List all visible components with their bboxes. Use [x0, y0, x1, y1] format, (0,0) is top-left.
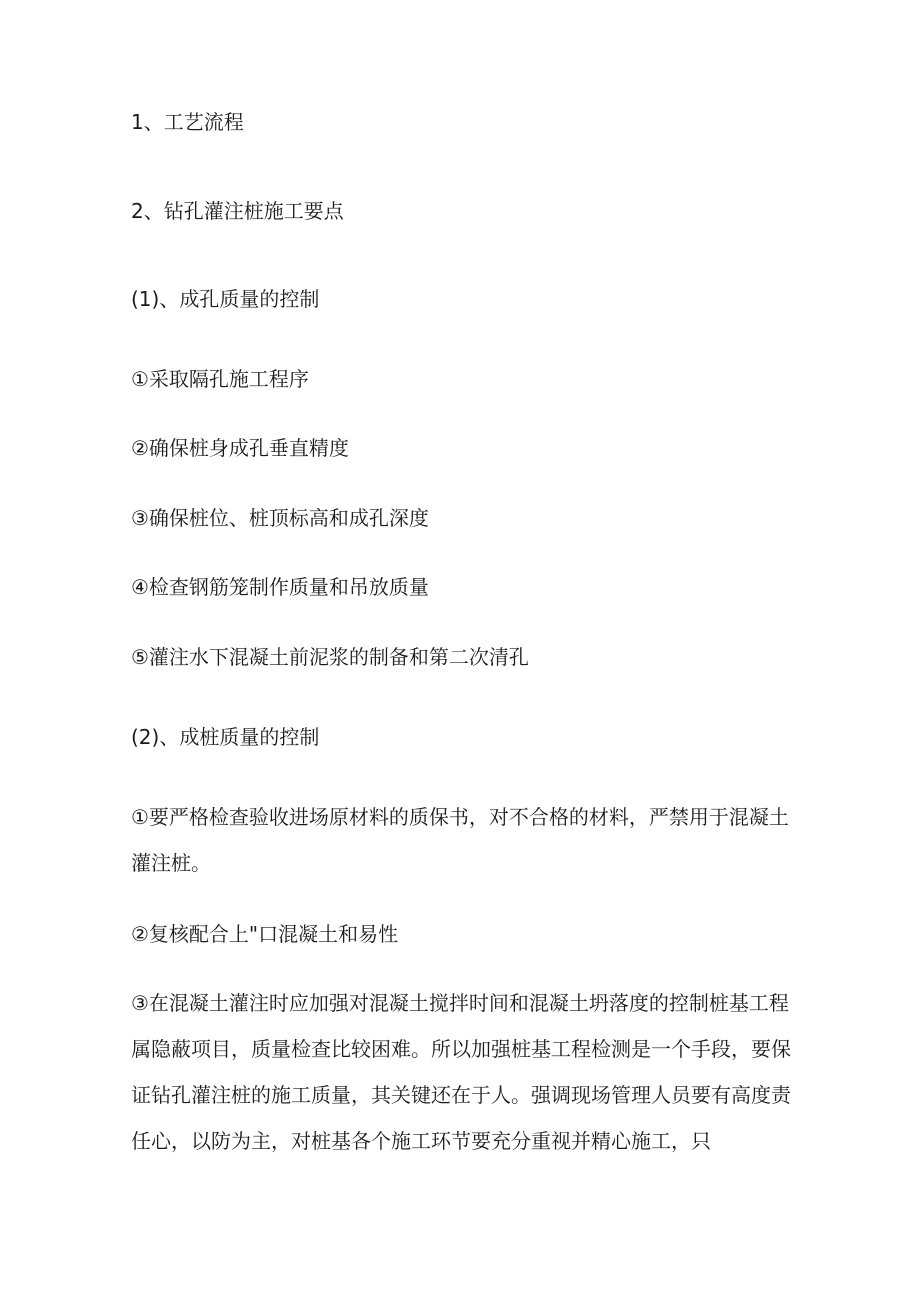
section-pile-quality-title: (2)、成桩质量的控制 — [131, 725, 320, 749]
list-item: ③确保桩位、桩顶标高和成孔深度 — [131, 506, 429, 530]
list-item: ①采取隔孔施工程序 — [131, 367, 309, 391]
section-hole-quality-title: (1)、成孔质量的控制 — [131, 287, 320, 311]
list-item: ④检查钢筋笼制作质量和吊放质量 — [131, 575, 429, 599]
list-item: ②确保桩身成孔垂直精度 — [131, 436, 349, 460]
list-item: ②复核配合上"口混凝土和易性 — [131, 922, 399, 946]
heading-process-flow: 1、工艺流程 — [131, 110, 244, 134]
list-item: ⑤灌注水下混凝土前泥浆的制备和第二次清孔 — [131, 645, 529, 669]
list-item: ①要严格检查验收进场原材料的质保书，对不合格的材料，严禁用于混凝土灌注桩。 — [131, 805, 789, 875]
heading-construction-points: 2、钻孔灌注桩施工要点 — [131, 199, 344, 223]
list-item: ③在混凝土灌注时应加强对混凝土搅拌时间和混凝土坍落度的控制桩基工程属隐蔽项目，质量检查比较困难。所以加强桩基工程检测是一个手段，要保证钻孔灌注桩的施工质量，其关键还在于人。强调现场管理人员要有高度责任心，以防为主，对桩基各个施工环节要充分重视并精心施工，只 — [131, 991, 791, 1153]
